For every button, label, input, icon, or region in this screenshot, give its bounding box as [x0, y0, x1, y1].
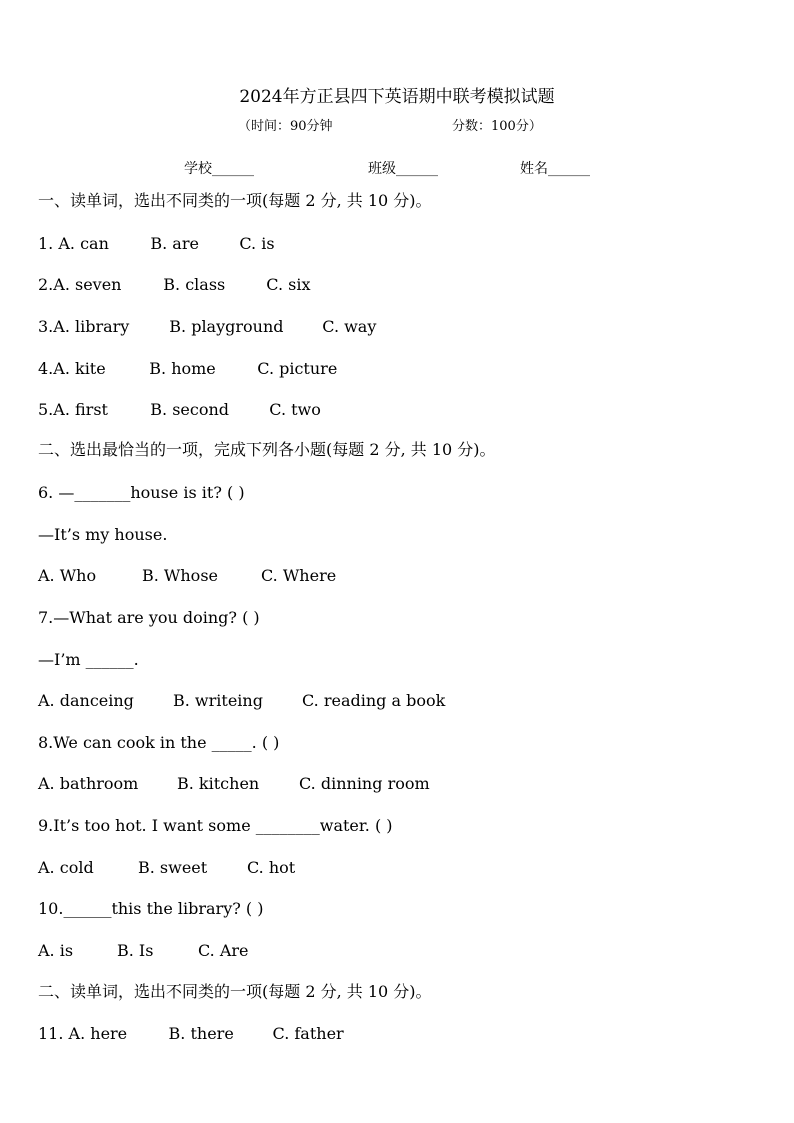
question-number: 4. [38, 359, 54, 378]
question-10-options [38, 941, 249, 961]
question-2 [38, 275, 310, 295]
name-field: 姓名______ [520, 161, 590, 177]
option-a: A. here [68, 1024, 128, 1043]
option-c: C. reading a book [302, 691, 446, 710]
question-6-stem: 6. —_______house is it? ( ) [38, 483, 245, 502]
option-b: B. there [168, 1024, 234, 1043]
option-b: B. are [150, 234, 199, 253]
school-field: 学校______ [184, 161, 254, 177]
option-c: C. dinning room [299, 774, 430, 793]
exam-score: 分数：100分） [452, 119, 542, 134]
option-b: B. home [149, 359, 216, 378]
option-c: C. way [322, 317, 377, 336]
option-b: B. playground [169, 317, 284, 336]
option-c: C. hot [247, 858, 296, 877]
question-10-stem: 10.______this the library? ( ) [38, 899, 264, 918]
question-7-reply: —I’m ______. [38, 650, 139, 669]
option-a: A. library [53, 317, 130, 336]
option-a: A. seven [53, 275, 122, 294]
question-7-stem: 7.—What are you doing? ( ) [38, 608, 260, 627]
section-heading-1: 一、读单词，选出不同类的一项(每题 2 分, 共 10 分)。 [38, 191, 432, 210]
exam-time: （时间：90分钟 [238, 119, 333, 134]
section-heading-2: 二、选出最恰当的一项，完成下列各小题(每题 2 分, 共 10 分)。 [38, 440, 496, 459]
question-number: 5. [38, 400, 54, 419]
option-c: C. father [272, 1024, 344, 1043]
question-1 [38, 234, 275, 254]
question-6-reply: —It’s my house. [38, 525, 168, 544]
exam-title: 2024年方正县四下英语期中联考模拟试题 [239, 87, 555, 107]
option-b: B. class [163, 275, 226, 294]
question-number: 11. [38, 1024, 69, 1043]
option-a: A. can [58, 234, 109, 253]
question-8-options [38, 774, 430, 794]
question-7-options [38, 691, 445, 711]
question-number: 2. [38, 275, 54, 294]
option-a: A. Who [38, 566, 97, 585]
option-a: A. is [38, 941, 74, 960]
option-b: B. Is [117, 941, 154, 960]
option-b: B. second [150, 400, 230, 419]
question-4 [38, 359, 337, 379]
option-a: A. bathroom [38, 774, 139, 793]
option-c: C. six [266, 275, 311, 294]
option-c: C. Where [261, 566, 337, 585]
question-8-stem: 8.We can cook in the _____. ( ) [38, 733, 280, 752]
class-field: 班级______ [368, 161, 438, 177]
option-a: A. danceing [38, 691, 134, 710]
question-11 [38, 1024, 344, 1044]
option-b: B. writeing [173, 691, 263, 710]
option-b: B. Whose [142, 566, 218, 585]
question-3 [38, 317, 376, 337]
option-c: C. two [269, 400, 321, 419]
option-c: C. Are [198, 941, 249, 960]
option-a: A. first [53, 400, 108, 419]
question-9-options [38, 858, 295, 878]
question-5 [38, 400, 321, 420]
option-c: C. is [239, 234, 275, 253]
section-heading-3: 二、读单词，选出不同类的一项(每题 2 分, 共 10 分)。 [38, 982, 432, 1001]
option-c: C. picture [257, 359, 338, 378]
question-number: 3. [38, 317, 54, 336]
option-a: A. cold [38, 858, 94, 877]
question-9-stem: 9.It’s too hot. I want some ________water. ( ) [38, 816, 393, 835]
option-b: B. sweet [138, 858, 208, 877]
option-a: A. kite [53, 359, 106, 378]
option-b: B. kitchen [177, 774, 260, 793]
question-number: 1. [38, 234, 59, 253]
question-6-options [38, 566, 336, 586]
